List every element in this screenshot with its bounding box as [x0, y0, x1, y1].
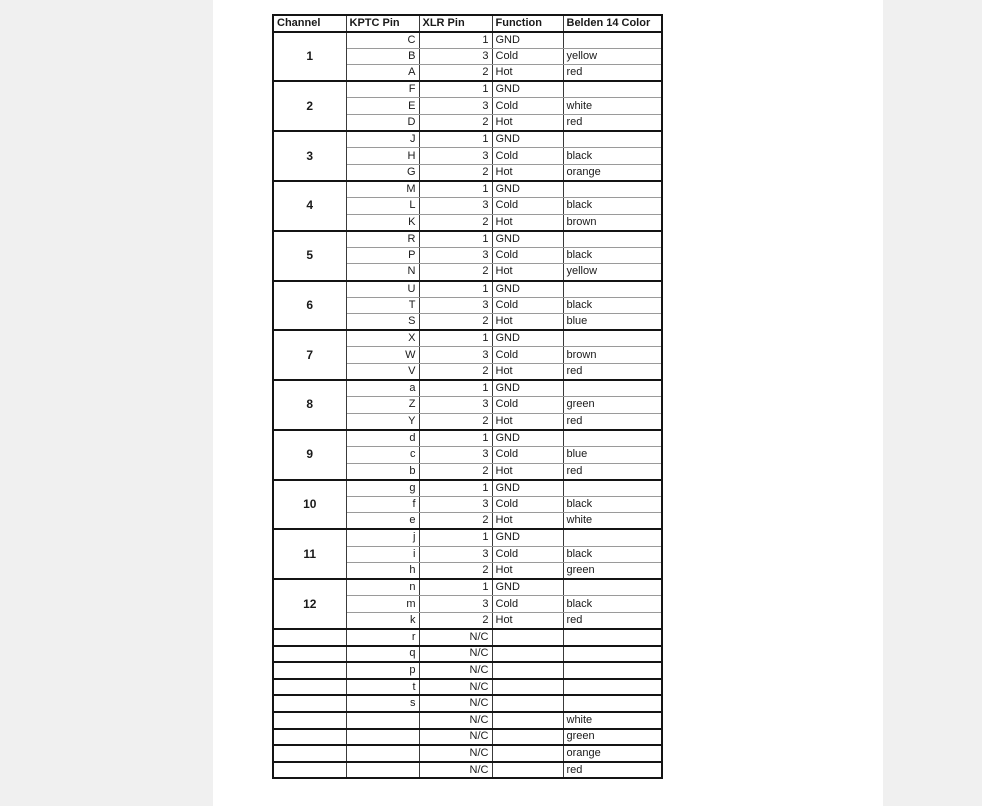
xlr-cell: 3 [419, 347, 492, 364]
kptc-cell: f [346, 496, 419, 513]
function-cell: Hot [492, 463, 563, 480]
function-cell [492, 662, 563, 679]
color-cell: black [563, 596, 662, 613]
color-cell: red [563, 413, 662, 430]
function-cell [492, 695, 563, 712]
channel-cell: 10 [273, 480, 346, 530]
table-row-nc [273, 745, 662, 762]
kptc-cell: Z [346, 397, 419, 414]
function-cell: GND [492, 480, 563, 497]
function-cell: Hot [492, 413, 563, 430]
channel-cell-empty [273, 662, 346, 679]
xlr-cell: N/C [419, 646, 492, 663]
function-cell: Cold [492, 48, 563, 65]
function-cell [492, 729, 563, 746]
xlr-cell: 3 [419, 397, 492, 414]
kptc-cell: a [346, 380, 419, 397]
kptc-cell: V [346, 363, 419, 380]
function-cell: Hot [492, 164, 563, 181]
xlr-cell: 3 [419, 48, 492, 65]
xlr-cell: 3 [419, 496, 492, 513]
kptc-cell: D [346, 115, 419, 132]
color-cell: red [563, 762, 662, 779]
channel-cell-empty [273, 646, 346, 663]
table-row-nc [273, 662, 662, 679]
table-row-nc [273, 712, 662, 729]
wiring-table-container [272, 14, 663, 779]
color-cell: red [563, 612, 662, 629]
function-cell: Cold [492, 98, 563, 115]
xlr-cell: 1 [419, 529, 492, 546]
kptc-cell: J [346, 131, 419, 148]
kptc-cell: Y [346, 413, 419, 430]
channel-cell: 2 [273, 81, 346, 131]
function-cell: Cold [492, 546, 563, 563]
function-cell: Hot [492, 214, 563, 231]
function-cell: GND [492, 330, 563, 347]
color-cell [563, 480, 662, 497]
color-cell: white [563, 98, 662, 115]
color-cell [563, 231, 662, 248]
table-row [273, 32, 662, 49]
xlr-cell: 2 [419, 413, 492, 430]
color-cell: green [563, 397, 662, 414]
kptc-cell: W [346, 347, 419, 364]
kptc-cell: U [346, 281, 419, 298]
xlr-cell: 1 [419, 430, 492, 447]
table-row-nc [273, 729, 662, 746]
xlr-cell: 1 [419, 32, 492, 49]
xlr-cell: N/C [419, 662, 492, 679]
color-cell [563, 32, 662, 49]
xlr-cell: 2 [419, 463, 492, 480]
color-cell: orange [563, 745, 662, 762]
channel-cell-empty [273, 629, 346, 646]
color-cell: red [563, 463, 662, 480]
xlr-cell: 3 [419, 198, 492, 215]
color-cell [563, 330, 662, 347]
function-cell: Cold [492, 247, 563, 264]
table-row-nc [273, 629, 662, 646]
color-cell [563, 695, 662, 712]
xlr-cell: 3 [419, 98, 492, 115]
function-cell: Cold [492, 297, 563, 314]
xlr-cell: 3 [419, 247, 492, 264]
color-cell: black [563, 247, 662, 264]
table-row [273, 81, 662, 98]
function-cell: Cold [492, 347, 563, 364]
kptc-cell: H [346, 148, 419, 165]
color-cell: red [563, 363, 662, 380]
kptc-cell: E [346, 98, 419, 115]
function-cell: Cold [492, 596, 563, 613]
function-cell: GND [492, 529, 563, 546]
color-cell: brown [563, 214, 662, 231]
table-row [273, 579, 662, 596]
xlr-cell: 3 [419, 596, 492, 613]
function-cell: Hot [492, 115, 563, 132]
xlr-cell: 3 [419, 446, 492, 463]
table-row [273, 529, 662, 546]
color-cell [563, 662, 662, 679]
color-cell: white [563, 712, 662, 729]
channel-cell: 12 [273, 579, 346, 629]
channel-cell-empty [273, 712, 346, 729]
channel-cell: 11 [273, 529, 346, 579]
color-cell: black [563, 198, 662, 215]
table-row-nc [273, 646, 662, 663]
kptc-cell [346, 762, 419, 779]
kptc-cell: F [346, 81, 419, 98]
kptc-cell [346, 729, 419, 746]
function-cell: GND [492, 81, 563, 98]
kptc-cell: P [346, 247, 419, 264]
xlr-cell: N/C [419, 762, 492, 779]
kptc-cell: t [346, 679, 419, 696]
xlr-cell: 3 [419, 148, 492, 165]
xlr-cell: 3 [419, 297, 492, 314]
wiring-table [272, 14, 663, 779]
color-cell: black [563, 297, 662, 314]
kptc-cell: T [346, 297, 419, 314]
function-cell [492, 762, 563, 779]
table-row-nc [273, 679, 662, 696]
channel-cell: 7 [273, 330, 346, 380]
channel-cell: 1 [273, 32, 346, 82]
function-cell: Hot [492, 612, 563, 629]
xlr-cell: 1 [419, 181, 492, 198]
function-cell: Hot [492, 513, 563, 530]
channel-cell-empty [273, 762, 346, 779]
kptc-cell: L [346, 198, 419, 215]
kptc-cell: j [346, 529, 419, 546]
kptc-cell: m [346, 596, 419, 613]
kptc-cell [346, 745, 419, 762]
function-cell [492, 745, 563, 762]
xlr-cell: N/C [419, 712, 492, 729]
table-row [273, 281, 662, 298]
kptc-cell [346, 712, 419, 729]
color-cell [563, 181, 662, 198]
column-header-xlr-pin: XLR Pin [419, 15, 492, 32]
color-cell: black [563, 546, 662, 563]
kptc-cell: S [346, 314, 419, 331]
xlr-cell: N/C [419, 729, 492, 746]
color-cell: blue [563, 314, 662, 331]
color-cell: yellow [563, 48, 662, 65]
function-cell: Cold [492, 198, 563, 215]
channel-cell-empty [273, 729, 346, 746]
xlr-cell: N/C [419, 695, 492, 712]
kptc-cell: g [346, 480, 419, 497]
color-cell: green [563, 563, 662, 580]
function-cell: Cold [492, 496, 563, 513]
kptc-cell: K [346, 214, 419, 231]
kptc-cell: k [346, 612, 419, 629]
table-row [273, 231, 662, 248]
function-cell: Hot [492, 264, 563, 281]
table-body [273, 32, 662, 779]
kptc-cell: r [346, 629, 419, 646]
kptc-cell: d [346, 430, 419, 447]
channel-cell: 6 [273, 281, 346, 331]
channel-cell: 5 [273, 231, 346, 281]
xlr-cell: 1 [419, 579, 492, 596]
color-cell: orange [563, 164, 662, 181]
xlr-cell: 2 [419, 363, 492, 380]
kptc-cell: q [346, 646, 419, 663]
function-cell: GND [492, 231, 563, 248]
function-cell: Cold [492, 446, 563, 463]
kptc-cell: G [346, 164, 419, 181]
function-cell [492, 646, 563, 663]
column-header-function: Function [492, 15, 563, 32]
color-cell [563, 579, 662, 596]
xlr-cell: 2 [419, 65, 492, 82]
function-cell: GND [492, 430, 563, 447]
function-cell: GND [492, 579, 563, 596]
xlr-cell: N/C [419, 745, 492, 762]
table-row [273, 380, 662, 397]
table-row [273, 430, 662, 447]
color-cell: black [563, 496, 662, 513]
color-cell [563, 380, 662, 397]
color-cell [563, 679, 662, 696]
table-row [273, 181, 662, 198]
xlr-cell: 1 [419, 380, 492, 397]
color-cell: blue [563, 446, 662, 463]
kptc-cell: h [346, 563, 419, 580]
function-cell: Hot [492, 65, 563, 82]
header-row [273, 15, 662, 32]
kptc-cell: s [346, 695, 419, 712]
function-cell: GND [492, 181, 563, 198]
xlr-cell: N/C [419, 629, 492, 646]
xlr-cell: 1 [419, 480, 492, 497]
column-header-kptc-pin: KPTC Pin [346, 15, 419, 32]
color-cell [563, 629, 662, 646]
column-header-channel: Channel [273, 15, 346, 32]
color-cell [563, 646, 662, 663]
xlr-cell: 1 [419, 281, 492, 298]
color-cell [563, 430, 662, 447]
color-cell: brown [563, 347, 662, 364]
function-cell: GND [492, 32, 563, 49]
kptc-cell: R [346, 231, 419, 248]
table-row-nc [273, 695, 662, 712]
function-cell [492, 679, 563, 696]
channel-cell: 3 [273, 131, 346, 181]
kptc-cell: M [346, 181, 419, 198]
color-cell [563, 281, 662, 298]
function-cell: GND [492, 281, 563, 298]
xlr-cell: 2 [419, 314, 492, 331]
xlr-cell: 1 [419, 330, 492, 347]
kptc-cell: b [346, 463, 419, 480]
function-cell: GND [492, 380, 563, 397]
channel-cell-empty [273, 695, 346, 712]
kptc-cell: C [346, 32, 419, 49]
kptc-cell: n [346, 579, 419, 596]
color-cell: white [563, 513, 662, 530]
function-cell: Hot [492, 363, 563, 380]
color-cell: black [563, 148, 662, 165]
function-cell: Cold [492, 397, 563, 414]
kptc-cell: A [346, 65, 419, 82]
kptc-cell: e [346, 513, 419, 530]
color-cell [563, 81, 662, 98]
function-cell: Hot [492, 563, 563, 580]
document-page [213, 0, 883, 806]
function-cell [492, 712, 563, 729]
table-row [273, 330, 662, 347]
color-cell: yellow [563, 264, 662, 281]
xlr-cell: 2 [419, 563, 492, 580]
kptc-cell: i [346, 546, 419, 563]
xlr-cell: 1 [419, 231, 492, 248]
channel-cell-empty [273, 745, 346, 762]
xlr-cell: 2 [419, 264, 492, 281]
color-cell: green [563, 729, 662, 746]
xlr-cell: 2 [419, 612, 492, 629]
xlr-cell: 2 [419, 214, 492, 231]
kptc-cell: B [346, 48, 419, 65]
kptc-cell: c [346, 446, 419, 463]
function-cell: GND [492, 131, 563, 148]
channel-cell-empty [273, 679, 346, 696]
xlr-cell: 3 [419, 546, 492, 563]
xlr-cell: N/C [419, 679, 492, 696]
color-cell: red [563, 65, 662, 82]
channel-cell: 9 [273, 430, 346, 480]
xlr-cell: 2 [419, 513, 492, 530]
function-cell: Hot [492, 314, 563, 331]
table-row [273, 131, 662, 148]
xlr-cell: 1 [419, 131, 492, 148]
table-row [273, 480, 662, 497]
xlr-cell: 2 [419, 164, 492, 181]
column-header-belden14-color: Belden 14 Color [563, 15, 662, 32]
xlr-cell: 2 [419, 115, 492, 132]
kptc-cell: N [346, 264, 419, 281]
color-cell [563, 529, 662, 546]
function-cell: Cold [492, 148, 563, 165]
function-cell [492, 629, 563, 646]
color-cell: red [563, 115, 662, 132]
xlr-cell: 1 [419, 81, 492, 98]
color-cell [563, 131, 662, 148]
kptc-cell: p [346, 662, 419, 679]
table-row-nc [273, 762, 662, 779]
kptc-cell: X [346, 330, 419, 347]
channel-cell: 8 [273, 380, 346, 430]
channel-cell: 4 [273, 181, 346, 231]
